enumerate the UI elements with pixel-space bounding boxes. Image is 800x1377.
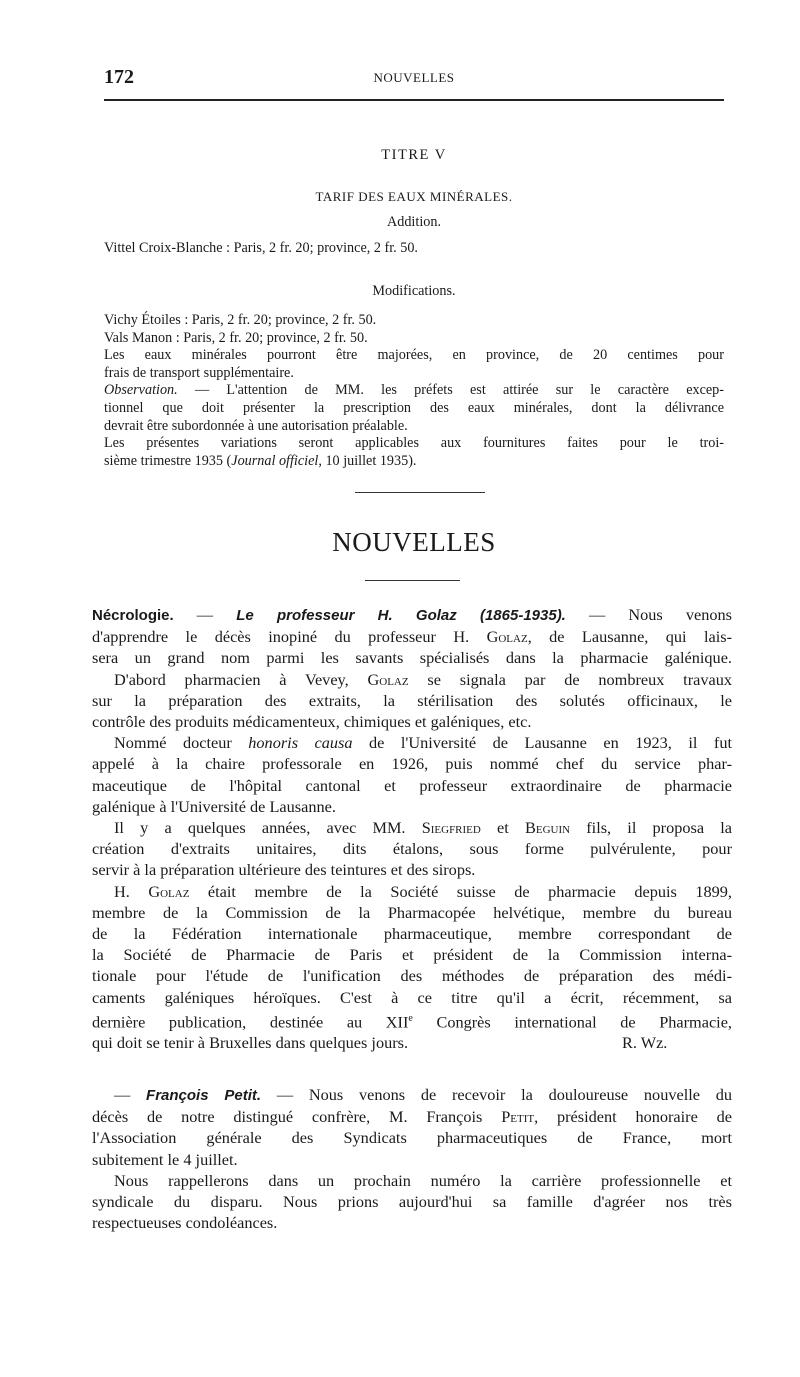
text-line: sera un grand nom parmi les savants spécialisés dans la pharmacie galénique. [92, 648, 732, 668]
text-line: contrôle des produits médicamenteux, chimiques et galéniques, etc. [92, 712, 532, 732]
modifications-label: Modifications. [372, 283, 456, 299]
addition-label: Addition. [387, 214, 441, 230]
text-line: appelé à la chaire professorale en 1926, puis nommé chef du service phar- [92, 754, 732, 774]
observation-label: Observation. [104, 382, 178, 399]
titre-heading: TITRE V [381, 147, 447, 163]
text-line: syndicale du disparu. Nous prions aujourd'hui sa famille d'agréer nos très [92, 1192, 732, 1212]
text-line: Observation. — L'attention de MM. les préfets est attirée sur le caractère excep- [104, 382, 724, 399]
text-line: devrait être subordonnée à une autorisation préalable. [104, 417, 408, 434]
text-line: maceutique de l'hôpital cantonal et professeur extraordinaire de pharmacie [92, 775, 732, 795]
text-line: H. Golaz était membre de la Société suisse de pharmacie depuis 1899, [114, 881, 732, 901]
text-line: galénique à l'Université de Lausanne. [92, 796, 336, 816]
text-line: création d'extraits unitaires, dits étalons, sous forme pulvérulente, pour [92, 839, 732, 859]
text-line: subitement le 4 juillet. [92, 1149, 238, 1169]
text-line: — François Petit. — Nous venons de recevoir la douloureuse nouvelle du [114, 1085, 733, 1104]
text-line: membre de la Commission de la Pharmacopée helvétique, membre du bureau [92, 902, 732, 922]
text-line: l'Association générale des Syndicats pharmaceutiques de France, mort [92, 1128, 732, 1148]
petit-heading: François Petit. [146, 1087, 262, 1104]
section-divider-top [355, 492, 485, 493]
text-line: Vichy Étoiles : Paris, 2 fr. 20; province, 2 fr. 50. [104, 312, 377, 328]
text-line: dernière publication, destinée au XIIe Congrès international de Pharmacie, [92, 1012, 732, 1032]
vittel-line: Vittel Croix-Blanche : Paris, 2 fr. 20; province, 2 fr. 50. [104, 240, 418, 256]
text-line: servir à la préparation ultérieure des teintures et des sirops. [92, 860, 476, 880]
tarif-subheading: TARIF DES EAUX MINÉRALES. [315, 189, 513, 204]
text-line: décès de notre distingué confrère, M. François Petit, président honoraire de [92, 1107, 732, 1127]
text-line: sur la préparation des extraits, la stérilisation des solutés officinaux, le [92, 690, 732, 710]
journal-officiel: Journal officiel [231, 452, 319, 469]
petit-article [92, 1084, 732, 1233]
necrologie-article [92, 604, 732, 1054]
text-line: Nommé docteur honoris causa de l'Université de Lausanne en 1923, il fut [114, 733, 732, 753]
text-line: d'apprendre le décès inopiné du professeur H. Golaz, de Lausanne, qui lais- [92, 627, 732, 647]
text-line: Nécrologie. — Le professeur H. Golaz (1865-1935). — Nous venons [92, 605, 733, 624]
running-head: NOUVELLES [373, 70, 455, 85]
text-line: frais de transport supplémentaire. [104, 364, 294, 381]
text-line: tionnel que doit présenter la prescription des eaux minérales, dont la délivrance [104, 399, 724, 416]
section-title: NOUVELLES [332, 527, 496, 557]
text-line: tionale pour l'étude de l'unification des méthodes de préparation des médi- [92, 966, 732, 986]
tarif-paragraphs [104, 312, 724, 470]
text-line: qui doit se tenir à Bruxelles dans quelques jours. R. Wz. [92, 1033, 668, 1053]
section-divider-bottom [365, 580, 460, 581]
author-initials: R. Wz. [622, 1033, 668, 1053]
necrologie-label: Nécrologie. [92, 607, 174, 624]
text-line: de la Fédération internationale pharmaceutique, membre correspondant de [92, 924, 732, 944]
text-line: Nous rappellerons dans un prochain numéro la carrière professionnelle et [114, 1170, 732, 1190]
text-line: D'abord pharmacien à Vevey, Golaz se signala par de nombreux travaux [114, 669, 732, 689]
text-line: sième trimestre 1935 (Journal officiel, 10 juillet 1935). [104, 452, 417, 469]
page-number: 172 [104, 66, 134, 88]
text-line: respectueuses condoléances. [92, 1213, 278, 1233]
text-line: Les présentes variations seront applicables aux fournitures faites pour le troi- [104, 435, 724, 452]
text-line: caments galéniques héroïques. C'est à ce titre qu'il a écrit, récemment, sa [92, 987, 732, 1007]
text-line: Les eaux minérales pourront être majorées, en province, de 20 centimes pour [104, 347, 724, 364]
header-rule [104, 99, 724, 101]
golaz-heading: Le professeur H. Golaz (1865-1935). [236, 607, 566, 624]
text-line: Vals Manon : Paris, 2 fr. 20; province, 2 fr. 50. [104, 329, 368, 346]
text-line: Il y a quelques années, avec MM. Siegfried et Beguin fils, il proposa la [114, 818, 733, 838]
text-line: la Société de Pharmacie de Paris et président de la Commission interna- [92, 945, 732, 965]
page-header [104, 64, 724, 94]
